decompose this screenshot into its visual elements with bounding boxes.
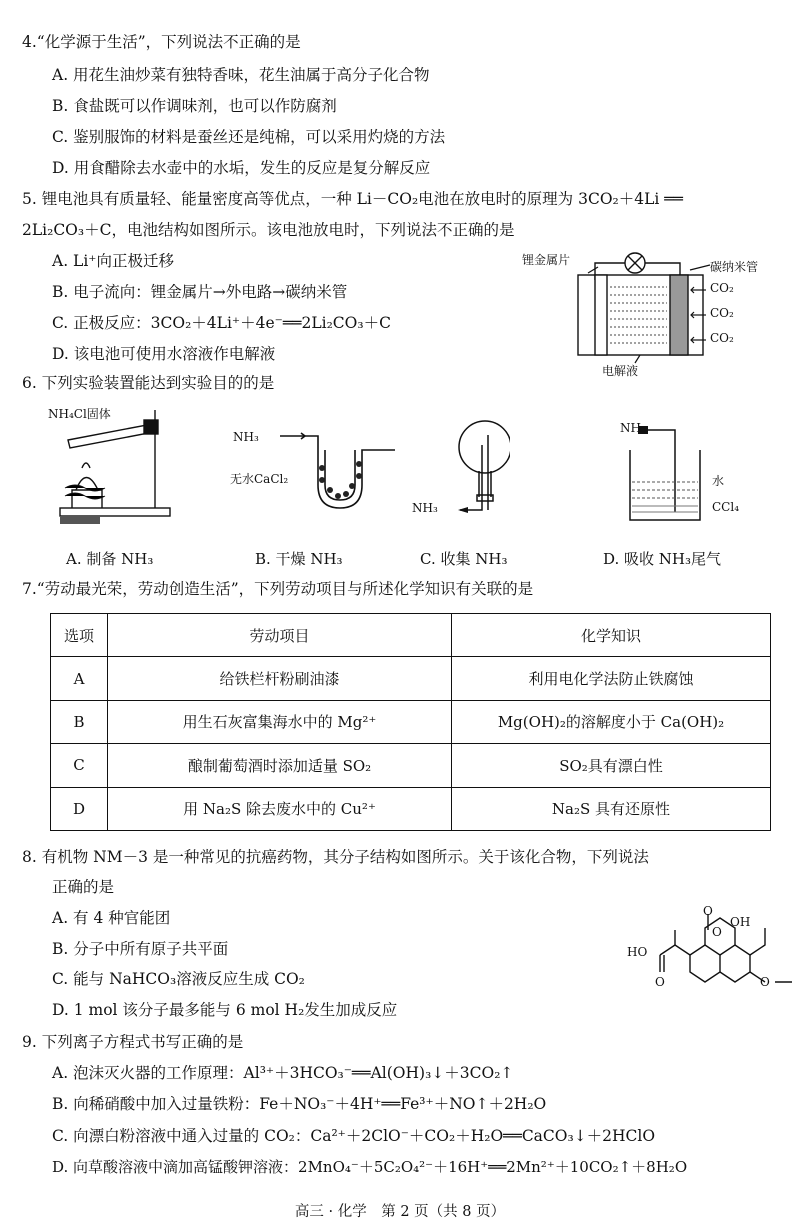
header-chemistry-knowledge: 化学知识	[452, 614, 771, 657]
q9-option-b: B. 向稀硝酸中加入过量铁粉：Fe＋NO₃⁻＋4H⁺══Fe³⁺＋NO↑＋2H₂O	[52, 1095, 547, 1113]
table-header-row	[51, 614, 771, 657]
q4-stem: 4.“化学源于生活”，下列说法不正确的是	[22, 33, 301, 51]
q9-option-d: D. 向草酸溶液中滴加高锰酸钾溶液：2MnO₄⁻＋5C₂O₄²⁻＋16H⁺══2Mn²⁺＋10CO₂↑＋8H₂O	[52, 1158, 688, 1176]
header-option: 选项	[51, 614, 108, 657]
table-row	[51, 787, 771, 830]
q9-stem: 9. 下列离子方程式书写正确的是	[22, 1033, 244, 1051]
q9-option-a: A. 泡沫灭火器的工作原理：Al³⁺＋3HCO₃⁻══Al(OH)₃↓＋3CO₂↑	[52, 1064, 514, 1082]
label-lithium-sheet: 锂金属片	[522, 253, 571, 267]
label-o-top: O	[703, 904, 713, 918]
table-row	[51, 657, 771, 700]
table-cell: B	[51, 700, 108, 743]
q6-stem: 6. 下列实验装置能达到实验目的的是	[22, 374, 275, 392]
q7-table	[50, 613, 771, 831]
q6-caption-c: C. 收集 NH₃	[420, 550, 508, 568]
q6-caption-a: A. 制备 NH₃	[66, 550, 154, 568]
label-o-methoxy: O	[760, 975, 770, 989]
q5-option-d: D. 该电池可使用水溶液作电解液	[52, 345, 276, 363]
label-o-acid: O	[655, 975, 665, 989]
label-co2-3: CO₂	[710, 331, 734, 345]
table-cell: 酿制葡萄酒时添加适量 SO₂	[108, 744, 452, 787]
q8-option-d: D. 1 mol 该分子最多能与 6 mol H₂发生加成反应	[52, 1001, 398, 1019]
q9-option-c: C. 向漂白粉溶液中通入过量的 CO₂：Ca²⁺＋2ClO⁻＋CO₂＋H₂O══CaCO₃↓＋2HClO	[52, 1127, 656, 1145]
apparatus-d-beaker	[620, 420, 710, 530]
q5-stem-line2: 2Li₂CO₃＋C，电池结构如图所示。该电池放电时，下列说法不正确的是	[22, 221, 515, 239]
table-cell: C	[51, 744, 108, 787]
apparatus-a-heating	[40, 410, 180, 535]
label-nh4cl-solid: NH₄Cl固体	[48, 407, 111, 421]
q5-option-b: B. 电子流向：锂金属片→外电路→碳纳米管	[52, 283, 348, 301]
label-anhydrous-cacl2: 无水CaCl₂	[230, 472, 289, 486]
q4-option-a: A. 用花生油炒菜有独特香味，花生油属于高分子化合物	[52, 66, 430, 84]
q8-option-c: C. 能与 NaHCO₃溶液反应生成 CO₂	[52, 970, 305, 988]
q8-stem-line2: 正确的是	[52, 878, 115, 896]
table-cell: Na₂S 具有还原性	[452, 787, 771, 830]
table-cell: A	[51, 657, 108, 700]
table-cell: 利用电化学法防止铁腐蚀	[452, 657, 771, 700]
label-b-nh3: NH₃	[233, 430, 259, 444]
table-cell: 用生石灰富集海水中的 Mg²⁺	[108, 700, 452, 743]
q4-option-d: D. 用食醋除去水壶中的水垢，发生的反应是复分解反应	[52, 159, 431, 177]
q4-option-b: B. 食盐既可以作调味剂，也可以作防腐剂	[52, 97, 337, 115]
q6-caption-b: B. 干燥 NH₃	[255, 550, 343, 568]
label-d-nh3: NH₃	[620, 421, 646, 435]
page-footer: 高三 · 化学 第 2 页（共 8 页）	[294, 1204, 506, 1220]
label-water: 水	[712, 474, 725, 488]
q8-stem-line1: 8. 有机物 NM－3 是一种常见的抗癌药物，其分子结构如图所示。关于该化合物，下列说法	[22, 848, 649, 866]
q7-stem: 7.“劳动最光荣，劳动创造生活”，下列劳动项目与所述化学知识有关联的是	[22, 580, 534, 598]
label-co2-1: CO₂	[710, 281, 734, 295]
table-cell: 给铁栏杆粉刷油漆	[108, 657, 452, 700]
header-labor-project: 劳动项目	[108, 614, 452, 657]
q8-option-a: A. 有 4 种官能团	[52, 909, 171, 927]
q8-option-b: B. 分子中所有原子共平面	[52, 940, 229, 958]
q4-option-c: C. 鉴别服饰的材料是蚕丝还是纯棉，可以采用灼烧的方法	[52, 128, 446, 146]
label-o-ring: O	[712, 925, 722, 939]
table-row	[51, 700, 771, 743]
table-cell: 用 Na₂S 除去废水中的 Cu²⁺	[108, 787, 452, 830]
table-row	[51, 744, 771, 787]
label-oh: OH	[730, 915, 751, 929]
table-cell: Mg(OH)₂的溶解度小于 Ca(OH)₂	[452, 700, 771, 743]
apparatus-b-u-tube	[280, 430, 410, 515]
table-cell: SO₂具有漂白性	[452, 744, 771, 787]
label-c-nh3: NH₃	[412, 501, 438, 515]
q5-stem-line1: 5. 锂电池具有质量轻、能量密度高等优点，一种 Li－CO₂电池在放电时的原理为 3CO₂＋4Li ══	[22, 190, 683, 208]
label-ccl4: CCl₄	[712, 500, 740, 514]
table-cell: D	[51, 787, 108, 830]
label-ho: HO	[627, 945, 648, 959]
q6-caption-d: D. 吸收 NH₃尾气	[603, 550, 722, 568]
q5-option-a: A. Li⁺向正极迁移	[52, 252, 174, 270]
q5-option-c: C. 正极反应：3CO₂＋4Li⁺＋4e⁻══2Li₂CO₃＋C	[52, 314, 391, 332]
label-carbon-nanotube: 碳纳米管	[710, 260, 759, 274]
label-electrolyte: 电解液	[602, 364, 639, 378]
label-co2-2: CO₂	[710, 306, 734, 320]
